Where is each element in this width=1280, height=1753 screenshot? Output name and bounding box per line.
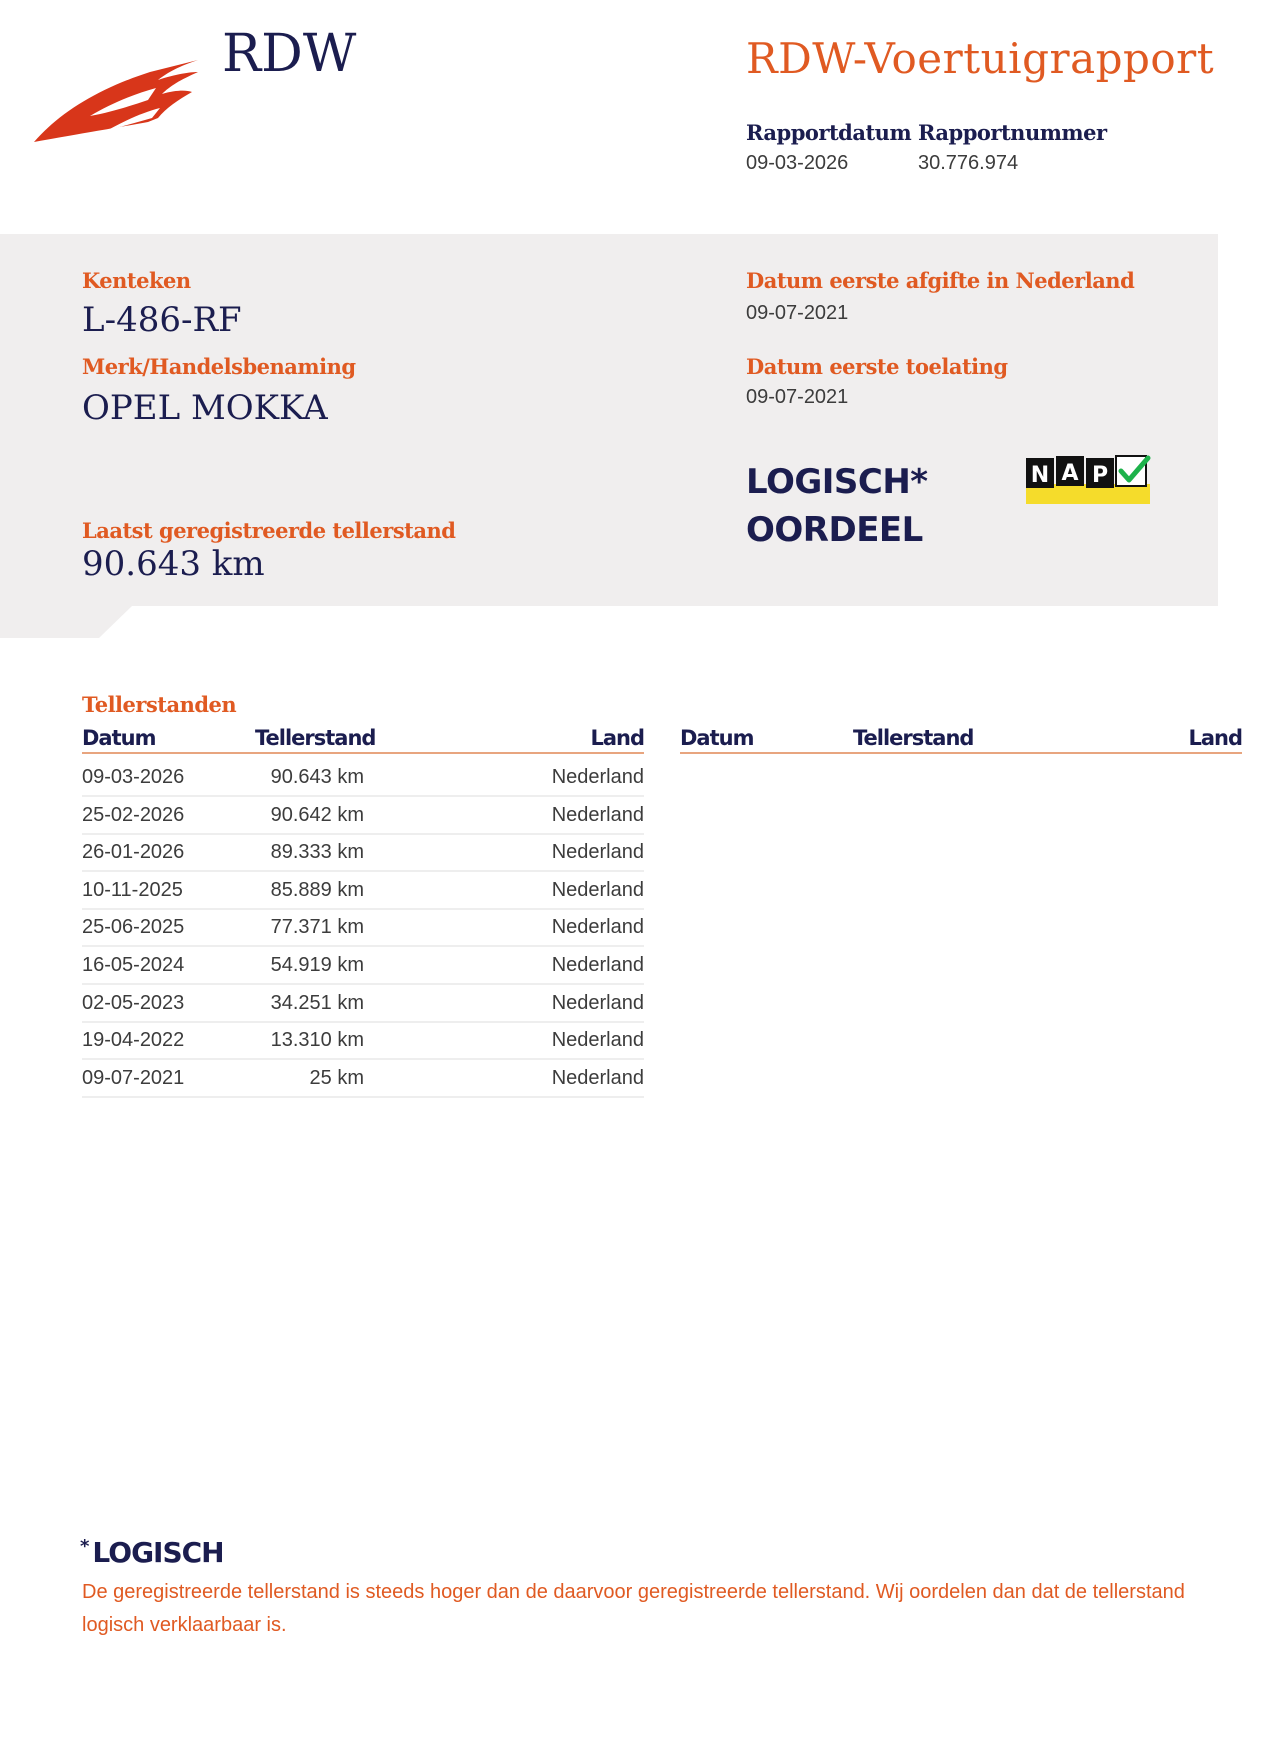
row-reading: 13.310 km [270, 1029, 364, 1052]
report-date: 09-03-2026 [746, 152, 849, 174]
row-country: Nederland [551, 803, 644, 826]
brand-name: RDW [222, 24, 357, 84]
row-country: Nederland [551, 1066, 644, 1089]
row-reading: 85.889 km [270, 878, 364, 901]
nap-letter: N [1030, 463, 1050, 488]
first-admission-value: 09-07-2021 [746, 386, 849, 408]
row-reading: 90.643 km [270, 766, 364, 788]
footnote-title [80, 1536, 224, 1569]
row-reading: 25 km [309, 1066, 364, 1089]
mileage-label: Laatst geregistreerde tellerstand [82, 518, 456, 543]
table-row [82, 796, 644, 835]
col-header-date-left: Datum [82, 726, 156, 750]
row-date: 19-04-2022 [82, 1029, 185, 1052]
row-date: 09-03-2026 [82, 766, 185, 788]
table-row [82, 758, 644, 797]
report-number-label: Rapportnummer [918, 120, 1107, 145]
table-row [82, 871, 644, 910]
row-country: Nederland [551, 878, 644, 901]
row-date: 02-05-2023 [82, 991, 185, 1014]
row-reading: 90.642 km [270, 803, 364, 826]
report-title: RDW-Voertuigrapport [746, 34, 1215, 83]
row-reading: 54.919 km [270, 954, 364, 976]
table-header-line-left [82, 752, 644, 754]
report-date-label: Rapportdatum [746, 120, 912, 145]
first-issue-nl-value: 09-07-2021 [746, 302, 849, 324]
row-date: 25-02-2026 [82, 803, 185, 826]
make-value: OPEL MOKKA [82, 388, 328, 428]
col-header-reading-right: Tellerstand [853, 726, 974, 750]
footnote-title-text: LOGISCH [92, 1536, 224, 1569]
report-number: 30.776.974 [918, 152, 1019, 174]
plate-number: L-486-RF [82, 300, 242, 340]
row-country: Nederland [551, 916, 644, 939]
verdict-line2: OORDEEL [746, 510, 923, 550]
row-date: 16-05-2024 [82, 954, 185, 976]
row-date: 26-01-2026 [82, 841, 185, 864]
row-reading: 89.333 km [270, 841, 364, 864]
row-reading: 77.371 km [270, 916, 364, 939]
row-reading: 34.251 km [270, 991, 364, 1014]
nap-letter: A [1061, 461, 1079, 486]
row-country: Nederland [551, 954, 644, 976]
row-date: 10-11-2025 [82, 878, 183, 901]
row-date: 25-06-2025 [82, 916, 185, 939]
table-row [82, 833, 644, 872]
table-row [82, 1021, 644, 1060]
first-admission-label: Datum eerste toelating [746, 354, 1008, 379]
mileage-value: 90.643 km [82, 544, 265, 584]
row-date: 09-07-2021 [82, 1066, 185, 1089]
footnote-text: De geregistreerde tellerstand is steeds hoger dan de daarvoor geregistreerde tellerstand. Wij oordelen dan dat de tellerstand logisch verklaarbaar is. [82, 1581, 1185, 1636]
col-header-date-right: Datum [680, 726, 754, 750]
make-label: Merk/Handelsbenaming [82, 354, 356, 379]
first-issue-nl-label: Datum eerste afgifte in Nederland [746, 268, 1135, 293]
footnote-star: * [80, 1536, 89, 1557]
rdw-logo-icon [30, 50, 202, 151]
row-country: Nederland [551, 841, 644, 864]
verdict-line1: LOGISCH* [746, 462, 928, 502]
section-title-odometer: Tellerstanden [82, 692, 237, 717]
table-row [82, 984, 644, 1023]
table-row [82, 908, 644, 947]
col-header-reading-left: Tellerstand [255, 726, 376, 750]
table-row [82, 1059, 644, 1098]
col-header-country-right: Land [1188, 726, 1242, 750]
plate-label: Kenteken [82, 268, 191, 293]
panel-tab-decoration [0, 606, 132, 638]
nap-letter: P [1091, 463, 1109, 488]
row-country: Nederland [551, 991, 644, 1014]
row-country: Nederland [551, 1029, 644, 1052]
col-header-country-left: Land [590, 726, 644, 750]
row-country: Nederland [551, 766, 644, 788]
table-row [82, 946, 644, 985]
table-header-line-right [680, 752, 1242, 754]
nap-logo-icon [1024, 454, 1152, 506]
